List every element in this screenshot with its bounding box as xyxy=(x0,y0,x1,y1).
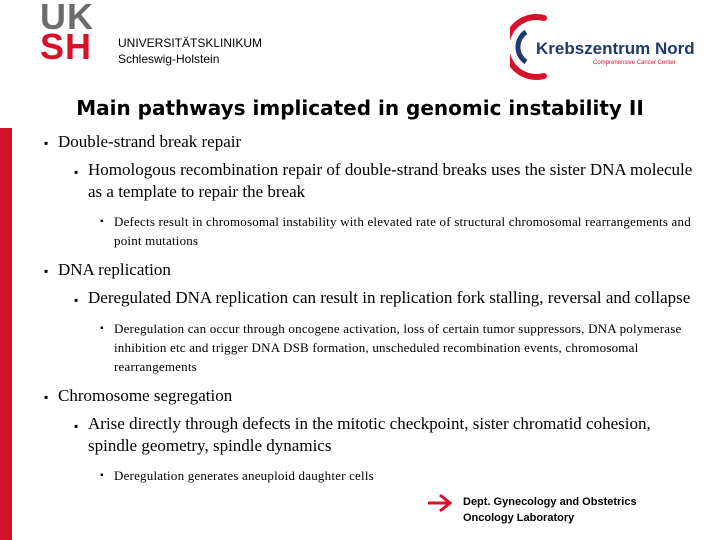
section-detail xyxy=(44,319,704,376)
slide-title: Main pathways implicated in genomic instability II xyxy=(76,96,644,120)
krebszentrum-logo xyxy=(510,12,700,82)
logo-line-2: SH xyxy=(40,26,93,67)
square-bullet-icon: ▪ xyxy=(44,264,49,278)
section-heading-text: Double-strand break repair xyxy=(58,132,242,151)
section-heading-text: DNA replication xyxy=(58,260,171,279)
footer-line-1: Dept. Gynecology and Obstetrics xyxy=(463,496,637,508)
slide-content xyxy=(44,132,704,485)
institution-name xyxy=(118,35,262,67)
square-bullet-icon: ▪ xyxy=(74,293,79,307)
section-point-text: Deregulated DNA replication can result in replication fork stalling, reversal and collapse xyxy=(88,288,691,307)
section-heading xyxy=(44,386,704,406)
institution-line-2: Schleswig-Holstein xyxy=(118,52,220,66)
footer-text xyxy=(463,494,637,526)
square-bullet-icon: ▪ xyxy=(100,216,104,227)
red-arrow-icon xyxy=(426,492,458,514)
section-point xyxy=(44,159,704,203)
partner-logo-name: Krebszentrum Nord xyxy=(536,39,695,58)
institution-line-1: UNIVERSITÄTSKLINIKUM xyxy=(118,36,263,50)
section-detail xyxy=(44,212,704,250)
section-heading xyxy=(44,132,704,152)
section-point xyxy=(44,413,704,457)
square-bullet-icon: ▪ xyxy=(74,165,79,179)
section-point-text: Arise directly through defects in the mitotic checkpoint, sister chromatid cohesion, spindle geometry, spindle dynamics xyxy=(88,414,651,455)
section-heading xyxy=(44,260,704,280)
square-bullet-icon: ▪ xyxy=(44,136,49,150)
accent-bar-top xyxy=(0,128,12,172)
square-bullet-icon: ▪ xyxy=(100,323,104,334)
footer-line-2: Oncology Laboratory xyxy=(463,512,575,524)
section-point-text: Homologous recombination repair of double-strand breaks uses the sister DNA molecule as a template to repair the break xyxy=(88,160,693,201)
section-heading-text: Chromosome segregation xyxy=(58,386,233,405)
partner-logo-subtitle: Comprehensive Cancer Center xyxy=(593,60,676,66)
section-detail-text: Deregulation can occur through oncogene activation, loss of certain tumor suppressors, DNA polymerase inhibition etc and trigger DNA DSB formation, unscheduled recombination events, chromosomal rearrangements xyxy=(114,321,682,374)
square-bullet-icon: ▪ xyxy=(44,390,49,404)
accent-bar-bottom xyxy=(0,170,12,540)
logo-line-1: UK xyxy=(40,0,94,37)
section-detail xyxy=(44,466,704,485)
section-point xyxy=(44,287,704,309)
square-bullet-icon: ▪ xyxy=(100,470,104,481)
square-bullet-icon: ▪ xyxy=(74,419,79,433)
section-detail-text: Deregulation generates aneuploid daughter cells xyxy=(114,468,374,483)
uksh-logo xyxy=(40,0,106,67)
section-detail-text: Defects result in chromosomal instability with elevated rate of structural chromosomal rearrangements and point mutations xyxy=(114,214,691,248)
